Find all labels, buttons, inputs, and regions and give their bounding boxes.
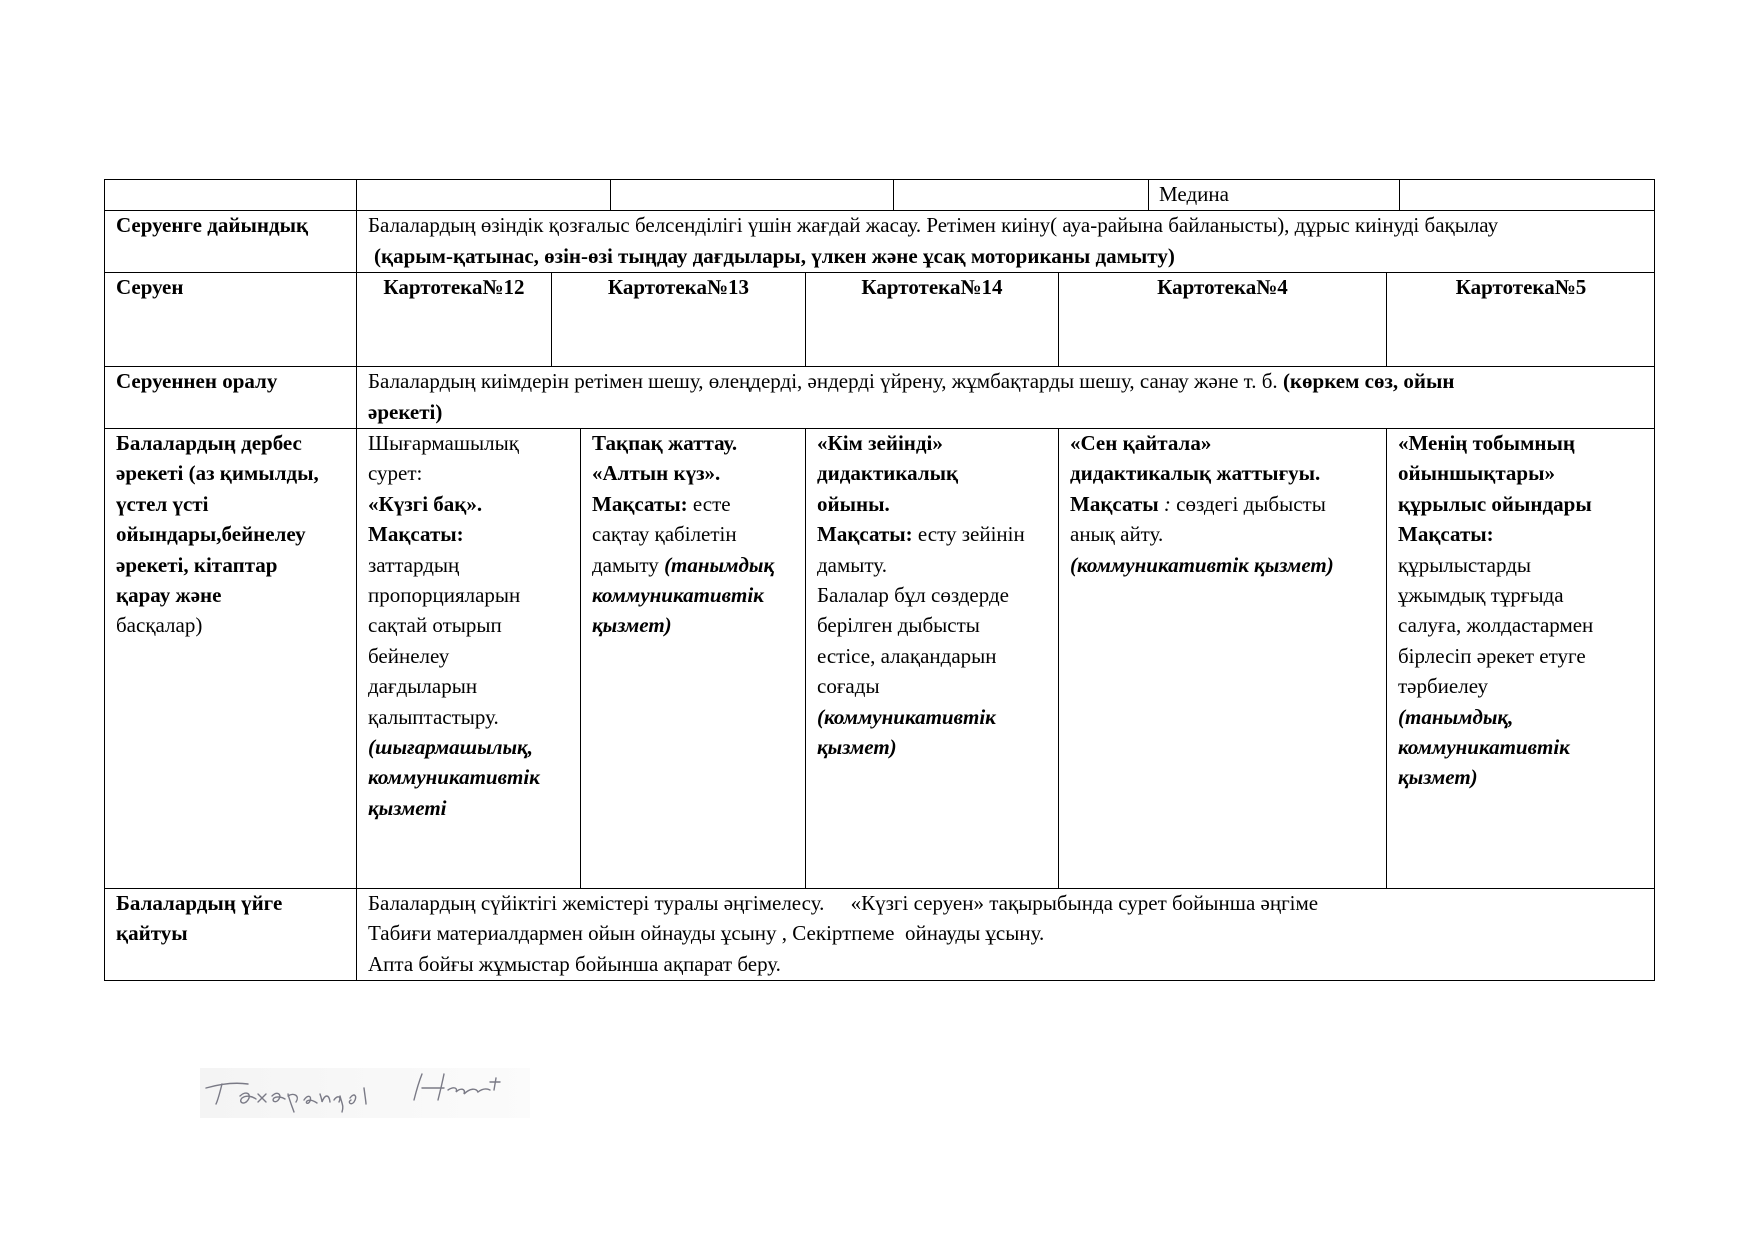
walk-card-2: Картотека№13 bbox=[607, 275, 750, 299]
column-divider bbox=[893, 179, 894, 210]
return-text bbox=[368, 366, 1455, 396]
return-skills-cont: әрекеті) bbox=[368, 400, 443, 424]
going-home-text: Балалардың сүйіктігі жемістері туралы әңгімелесу. «Күзгі серуен» тақырыбында сурет бойынша әңгіме Табиғи материалдармен ойын ойнауды ұсыну , Секіртпеме ойнауды ұсыну. Апта бойғы жұмыстар бойынша ақпарат беру. bbox=[368, 891, 1319, 976]
activity-col-1: Шығармашылық сурет: «Күзгі бақ». Мақсаты: заттардың пропорцияларын сақтай отырып бейнелеу дағдыларын қалыптастыру. (шығармашылық, коммуникативтік қызметі bbox=[368, 431, 540, 820]
walk-card-1: Картотека№12 bbox=[383, 275, 525, 299]
column-divider bbox=[805, 428, 806, 888]
activity-col-5: «Менің тобымның ойыншықтары» құрылыс ойындары Мақсаты: құрылыстарды ұжымдық тұрғыда салуға, жолдастармен бірлесіп әрекет етуге тәрбиелеу (танымдық, коммуникативтік қызмет) bbox=[1398, 431, 1594, 790]
preparation-skills: (қарым-қатынас, өзін-өзі тыңдау дағдылары, үлкен және ұсақ моториканы дамыту) bbox=[374, 244, 1175, 268]
column-divider bbox=[610, 179, 611, 210]
column-divider bbox=[1058, 428, 1059, 888]
walk-card-3: Картотека№14 bbox=[861, 275, 1003, 299]
return-skills: (көркем сөз, ойын bbox=[1282, 369, 1455, 393]
column-divider bbox=[580, 428, 581, 888]
return-activities: Балалардың киімдерін ретімен шешу, өлеңдерді, әндерді үйрену, жұмбақтарды шешу, санау және т. б. bbox=[368, 369, 1283, 393]
preparation-text: Балалардың өзіндік қозғалыс белсенділігі үшін жағдай жасау. Ретімен киіну( ауа-райына байланысты), дұрыс киінуді бақылау bbox=[368, 213, 1499, 237]
return-label: Серуеннен оралу bbox=[116, 369, 278, 393]
walk-card-4: Картотека№4 bbox=[1157, 275, 1288, 299]
preparation-label: Серуенге дайындық bbox=[116, 213, 309, 237]
activity-col-2: Тақпақ жаттау. «Алтын күз». Мақсаты: есте сақтау қабілетін дамыту (танымдық коммуникативтік қызмет) bbox=[592, 431, 775, 638]
independent-label: Балалардың дербес әрекеті (аз қимылды, үстел үсті ойындары,бейнелеу әрекеті, кітаптар қарау және басқалар) bbox=[116, 431, 319, 638]
handwritten-signature bbox=[200, 1060, 530, 1120]
column-divider bbox=[1148, 179, 1149, 210]
column-divider bbox=[1386, 428, 1387, 888]
walk-label: Серуен bbox=[116, 275, 184, 299]
going-home-label: Балалардың үйге қайтуы bbox=[116, 891, 283, 946]
header-name-cell: Медина bbox=[1159, 182, 1229, 206]
activity-col-4: «Сен қайтала» дидактикалық жаттығуы. Мақсаты : сөздегі дыбысты анық айту. (коммуникативтік қызмет) bbox=[1070, 431, 1334, 577]
walk-card-5: Картотека№5 bbox=[1455, 275, 1587, 299]
activity-col-3: «Кім зейінді» дидактикалық ойыны. Мақсаты: есту зейінін дамыту. Балалар бұл сөздерде берілген дыбысты естісе, алақандарын соғады (коммуникативтік қызмет) bbox=[817, 431, 1025, 760]
column-divider bbox=[1399, 179, 1400, 210]
